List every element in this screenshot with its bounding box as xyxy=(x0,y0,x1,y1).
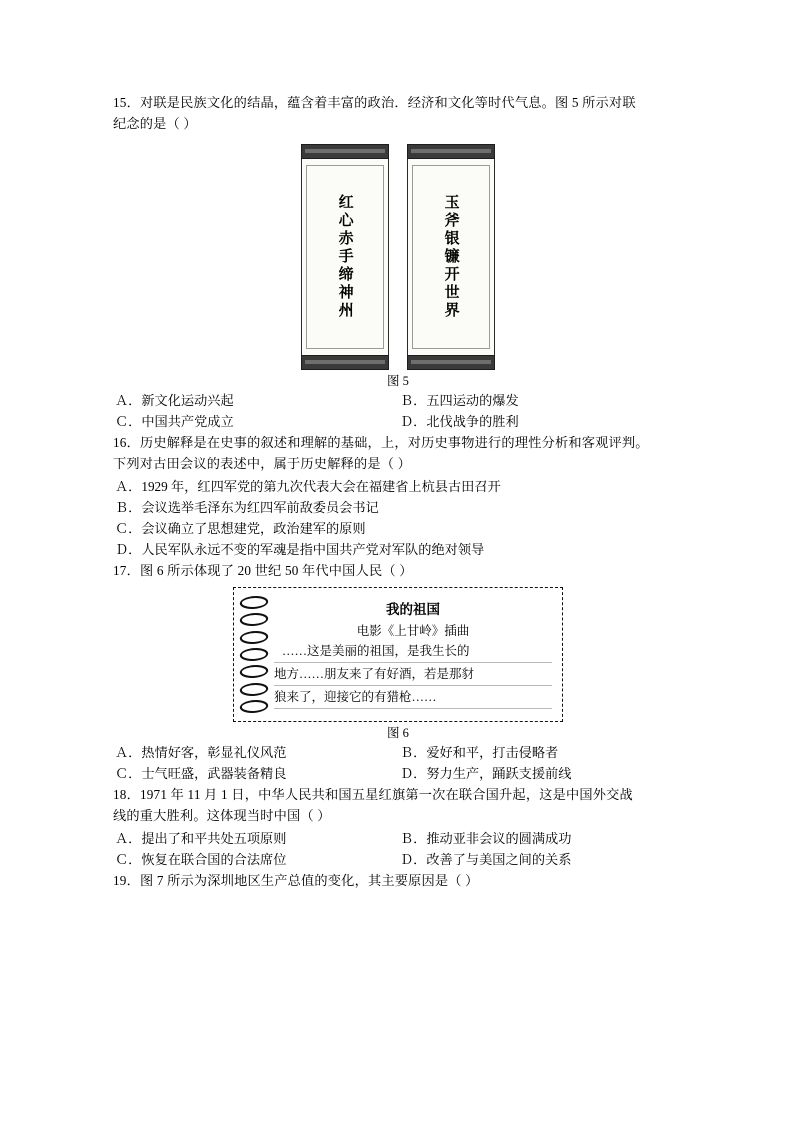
question-16 xyxy=(113,432,683,474)
option-d[interactable]: Ｄ．北伐战争的胜利 xyxy=(400,414,519,429)
question-17 xyxy=(113,560,683,581)
question-15 xyxy=(113,92,683,134)
question-17-line-1: 17．图 6 所示体现了 20 世纪 50 年代中国人民（ ） xyxy=(113,563,413,578)
scroll-inner-border xyxy=(412,165,490,349)
question-19-line-1: 19．图 7 所示为深圳地区生产总值的变化，其主要原因是（ ） xyxy=(113,873,479,888)
notepad-subtitle: 电影《上甘岭》插曲 xyxy=(356,624,470,638)
option-c[interactable]: Ｃ．恢复在联合国的合法席位 xyxy=(115,852,287,867)
question-16-line-1: 16．历史解释是在史事的叙述和理解的基础，上，对历史事物进行的理性分析和客观评判。 xyxy=(113,435,649,450)
option-a[interactable]: Ａ．新文化运动兴起 xyxy=(115,393,234,408)
question-17-options-row-1 xyxy=(113,742,683,763)
option-d[interactable]: Ｄ．努力生产，踊跃支援前线 xyxy=(400,766,572,781)
spiral-ring-icon xyxy=(238,665,270,678)
question-15-line-1: 15．对联是民族文化的结晶，蕴含着丰富的政治．经济和文化等时代气息。图 5 所示对联 xyxy=(113,95,636,110)
figure-6-caption: 图 6 xyxy=(387,726,409,740)
option-a[interactable]: Ａ．提出了和平共处五项原则 xyxy=(115,831,287,846)
option-b[interactable]: Ｂ．爱好和平，打击侵略者 xyxy=(400,745,559,760)
question-19 xyxy=(113,870,683,891)
option-a[interactable]: Ａ．热情好客，彰显礼仪风范 xyxy=(115,745,287,760)
notepad-lyric-line: 狼来了，迎接它的有猎枪…… xyxy=(274,688,552,709)
spiral-ring-icon xyxy=(238,631,270,644)
question-15-options-row-1 xyxy=(113,390,683,411)
question-17-options-row-2 xyxy=(113,763,683,784)
couplet-scroll-left xyxy=(301,144,389,370)
scroll-rod-top xyxy=(301,144,389,159)
scroll-rod-bottom xyxy=(301,355,389,370)
notepad-title: 我的祖国 xyxy=(386,602,440,618)
couplet-left-text: 红心赤手缔神州 xyxy=(336,194,355,320)
spiral-binding xyxy=(240,596,266,713)
question-15-line-2: 纪念的是（ ） xyxy=(113,116,197,131)
question-18-options-row-1 xyxy=(113,828,683,849)
question-18-options-row-2 xyxy=(113,849,683,870)
figure-5-caption: 图 5 xyxy=(387,374,409,388)
notepad xyxy=(233,587,563,722)
question-18-line-1: 18．1971 年 11 月 1 日，中华人民共和国五星红旗第一次在联合国升起，这是中国外交战 xyxy=(113,787,633,802)
option-b[interactable]: Ｂ．五四运动的爆发 xyxy=(400,393,519,408)
notepad-lyric-line: ……这是美丽的祖国，是我生长的 xyxy=(274,642,552,663)
scroll-inner-border xyxy=(306,165,384,349)
spiral-ring-icon xyxy=(238,648,270,661)
scroll-body xyxy=(407,159,495,355)
option-b[interactable]: Ｂ．推动亚非会议的圆满成功 xyxy=(400,831,572,846)
couplet-right-text: 玉斧银镰开世界 xyxy=(442,194,461,320)
option-d[interactable]: Ｄ．改善了与美国之间的关系 xyxy=(400,852,572,867)
question-16-line-2: 下列对古田会议的表述中，属于历史解释的是（ ） xyxy=(113,456,412,471)
option-c[interactable]: Ｃ．中国共产党成立 xyxy=(115,414,234,429)
spiral-ring-icon xyxy=(238,613,270,626)
spiral-ring-icon xyxy=(238,596,270,609)
spiral-ring-icon xyxy=(238,700,270,713)
question-18-line-2: 线的重大胜利。这体现当时中国（ ） xyxy=(113,808,331,823)
question-16-option-a[interactable]: Ａ．1929 年，红四军党的第九次代表大会在福建省上杭县古田召开 xyxy=(115,479,501,494)
figure-5 xyxy=(113,144,683,370)
question-16-option-c[interactable]: Ｃ．会议确立了思想建党，政治建军的原则 xyxy=(115,521,366,536)
scroll-rod-top xyxy=(407,144,495,159)
scroll-body xyxy=(301,159,389,355)
question-18 xyxy=(113,784,683,826)
option-c[interactable]: Ｃ．士气旺盛，武器装备精良 xyxy=(115,766,287,781)
spiral-ring-icon xyxy=(238,683,270,696)
notepad-lyric-line: 地方……朋友来了有好酒，若是那豺 xyxy=(274,665,552,686)
figure-6 xyxy=(113,587,683,722)
question-16-option-b[interactable]: Ｂ．会议选举毛泽东为红四军前敌委员会书记 xyxy=(115,500,379,515)
scroll-rod-bottom xyxy=(407,355,495,370)
page-content xyxy=(113,92,683,893)
question-16-option-d[interactable]: Ｄ．人民军队永远不变的军魂是指中国共产党对军队的绝对领导 xyxy=(115,542,485,557)
question-15-options-row-2 xyxy=(113,411,683,432)
couplet-scroll-right xyxy=(407,144,495,370)
